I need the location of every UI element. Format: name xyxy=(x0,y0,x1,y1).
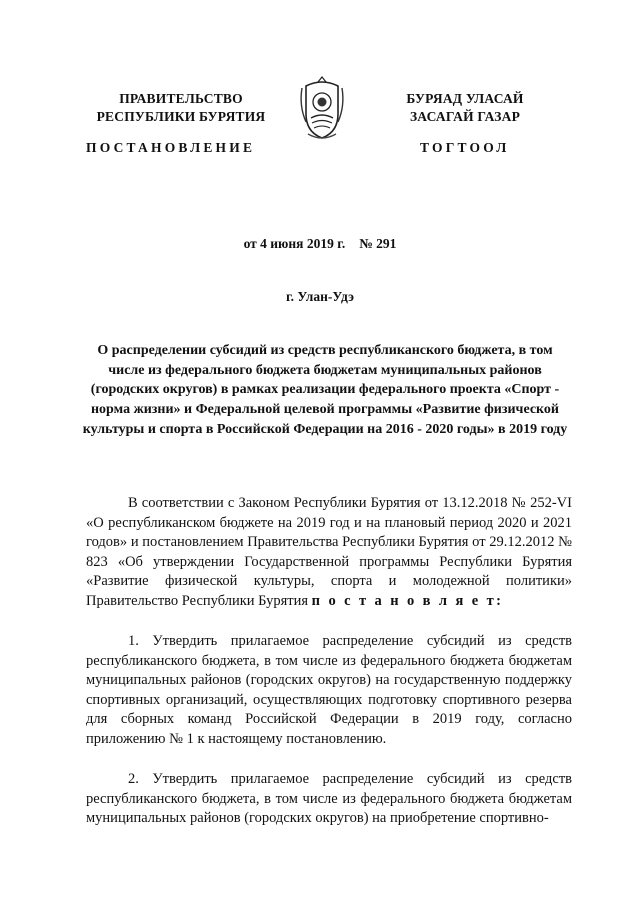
government-name-buryat-line1: БУРЯАД УЛАСАЙ xyxy=(406,91,524,106)
government-name-buryat xyxy=(370,90,560,126)
government-name-line2: РЕСПУБЛИКИ БУРЯТИЯ xyxy=(96,109,266,124)
document-city: г. Улан-Удэ xyxy=(286,289,354,304)
government-name-russian xyxy=(86,90,276,126)
government-name-buryat-line2: ЗАСАГАЙ ГАЗАР xyxy=(409,109,521,124)
document-date-line xyxy=(0,236,640,252)
document-date: от 4 июня 2019 г. xyxy=(243,236,346,251)
preamble-resolves: п о с т а н о в л я е т: xyxy=(311,592,504,609)
item-2-paragraph: 2. Утвердить прилагаемое распределение субсидий из средств республиканского бюджета, в том числе из федерального бюджета бюджетам муниципальных районов (городских округов) на приобретение спортивно- xyxy=(86,771,572,827)
coat-of-arms-icon xyxy=(298,76,346,142)
document-type-buryat: ТОГТООЛ xyxy=(420,140,510,155)
government-name-line1: ПРАВИТЕЛЬСТВО xyxy=(119,91,243,106)
document-type-russian: ПОСТАНОВЛЕНИЕ xyxy=(86,140,256,155)
document-title: О распределении субсидий из средств республиканского бюджета, в том числе из федерального бюджета бюджетам муниципальных районов (городских округов) в рамках реализации федерального проекта «Спорт - норма жизни» и Федеральной целевой программы «Развитие физической культуры и спорта в Российской Федерации на 2016 - 2020 годы» в 2019 году xyxy=(82,343,568,437)
item-1-paragraph: 1. Утвердить прилагаемое распределение субсидий из средств республиканского бюджета, в том числе из федерального бюджета бюджетам муниципальных районов (городских округов) на государственную поддержку спортивных организаций, осуществляющих подготовку спортивного резерва для сборных команд Российской Федерации в 2019 году, согласно приложению № 1 к настоящему постановлению. xyxy=(86,633,572,747)
preamble-paragraph xyxy=(86,494,572,612)
document-number: № 291 xyxy=(359,236,397,251)
preamble-text: В соответствии с Законом Республики Бурятия от 13.12.2018 № 252-VI «О республиканском бюджете на 2019 год и на плановый период 2020 и 2021 годов» и постановлением Правительства Республики Бурятия от 29.12.2012 № 823 «Об утверждении Государственной программы Республики Бурятия «Развитие физической культуры, спорта и молодежной политики» Правительство Республики Бурятия xyxy=(86,495,572,609)
